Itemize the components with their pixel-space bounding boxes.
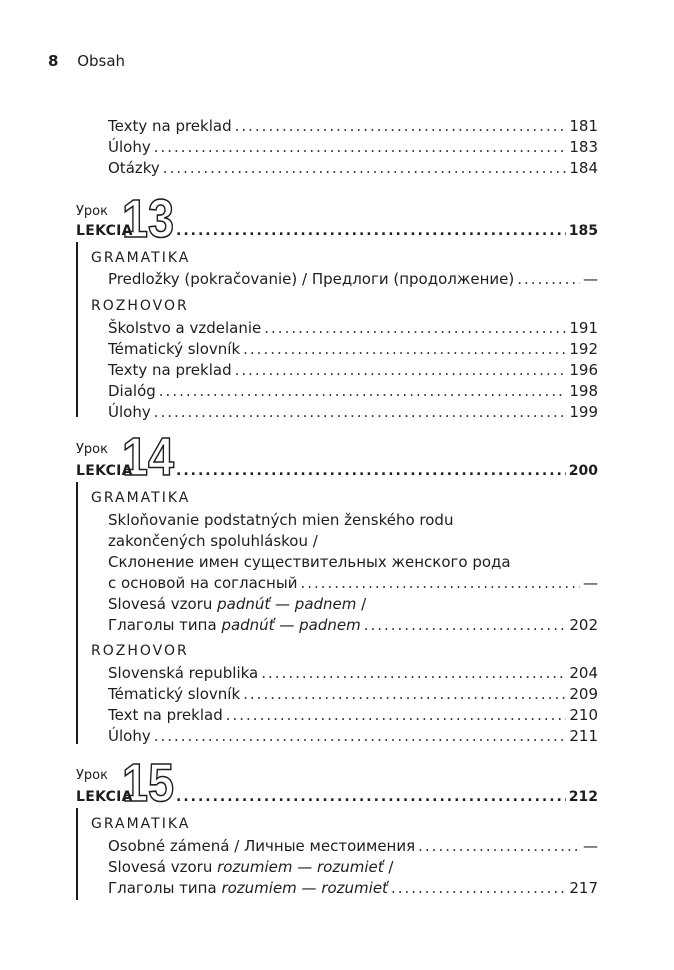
entry-text-line: Slovesá vzoru padnúť — padnem / (108, 595, 367, 613)
entry-label: Školstvo a vzdelanie (108, 319, 262, 337)
lesson-number-text: 15 (122, 756, 174, 806)
toc-entry[interactable] (108, 613, 598, 637)
lesson-heading-14[interactable] (76, 460, 598, 482)
dot-leader (154, 724, 567, 748)
entry-page: 183 (569, 138, 598, 156)
lesson-heading-15[interactable] (76, 786, 598, 808)
entry-label: Глаголы типа rozumiem — rozumieť (108, 879, 388, 897)
toc-entry[interactable] (108, 400, 598, 424)
entry-text-line: Slovesá vzoru rozumiem — rozumieť / (108, 858, 394, 876)
running-head-title: Obsah (77, 52, 126, 70)
entry-label: с основой на согласный (108, 574, 298, 592)
entry-page: 198 (569, 382, 598, 400)
entry-label: Tématický slovník (108, 340, 241, 358)
lesson-number-text: 13 (122, 192, 174, 242)
entry-page: 202 (569, 616, 598, 634)
entry-page: 184 (569, 159, 598, 177)
dot-leader (176, 460, 566, 482)
lesson-urok-label: Урок (76, 204, 108, 219)
entry-label: Predložky (pokračovanie) / Предлоги (продолжение) (108, 270, 515, 288)
entry-page: 191 (569, 319, 598, 337)
section-gramatika: GRAMATIKA (91, 490, 191, 506)
lesson-lekcia-label: LEKCIA (76, 789, 133, 805)
page-number: 8 (48, 52, 59, 70)
lesson-number-text: 14 (122, 430, 174, 480)
lesson-page: 185 (568, 223, 598, 239)
entry-page: 181 (569, 117, 598, 135)
section-gramatika: GRAMATIKA (91, 816, 191, 832)
entry-text-line: Skloňovanie podstatných mien ženského rodu (108, 511, 454, 529)
lesson-lekcia-label: LEKCIA (76, 223, 133, 239)
entry-label: Osobné zámená / Личные местоимения (108, 837, 416, 855)
entry-label: Text na preklad (108, 706, 223, 724)
entry-label: Texty na preklad (108, 117, 232, 135)
dot-leader (154, 400, 567, 424)
toc-entry[interactable] (108, 876, 598, 900)
dot-leader (176, 220, 566, 242)
dot-leader (418, 834, 580, 858)
lesson-heading-13[interactable] (76, 220, 598, 242)
entry-label: Глаголы типа padnúť — padnem (108, 616, 361, 634)
lesson-urok-label: Урок (76, 442, 108, 457)
lesson-rule (76, 482, 78, 744)
entry-page: 192 (569, 340, 598, 358)
toc-entry[interactable] (108, 267, 598, 291)
lesson-urok-label: Урок (76, 768, 108, 783)
entry-label: Úlohy (108, 138, 151, 156)
entry-page: 210 (569, 706, 598, 724)
entry-page: — (583, 837, 598, 855)
entry-text-line: zakončených spoluhláskou / (108, 532, 318, 550)
section-gramatika: GRAMATIKA (91, 250, 191, 266)
section-rozhovor: ROZHOVOR (91, 643, 189, 659)
entry-page: — (583, 270, 598, 288)
entry-label: Dialóg (108, 382, 156, 400)
entry-page: 211 (569, 727, 598, 745)
section-rozhovor: ROZHOVOR (91, 298, 189, 314)
entry-page: 209 (569, 685, 598, 703)
entry-label: Otázky (108, 159, 160, 177)
lesson-rule (76, 808, 78, 900)
dot-leader (163, 156, 567, 180)
entry-text-line: Склонение имен существительных женского рода (108, 553, 511, 571)
toc-entry[interactable] (108, 156, 598, 180)
lesson-page: 212 (568, 789, 598, 805)
entry-page: 199 (569, 403, 598, 421)
dot-leader (517, 267, 580, 291)
toc-entry[interactable] (108, 724, 598, 748)
lesson-lekcia-label: LEKCIA (76, 463, 133, 479)
running-head (48, 52, 125, 70)
entry-label: Tématický slovník (108, 685, 241, 703)
entry-label: Texty na preklad (108, 361, 232, 379)
entry-page: — (583, 574, 598, 592)
dot-leader (364, 613, 567, 637)
dot-leader (391, 876, 566, 900)
entry-label: Úlohy (108, 403, 151, 421)
dot-leader (176, 786, 566, 808)
entry-page: 217 (569, 879, 598, 897)
entry-label: Slovenská republika (108, 664, 259, 682)
lesson-page: 200 (568, 463, 598, 479)
entry-page: 204 (569, 664, 598, 682)
entry-label: Úlohy (108, 727, 151, 745)
entry-page: 196 (569, 361, 598, 379)
lesson-rule (76, 242, 78, 417)
